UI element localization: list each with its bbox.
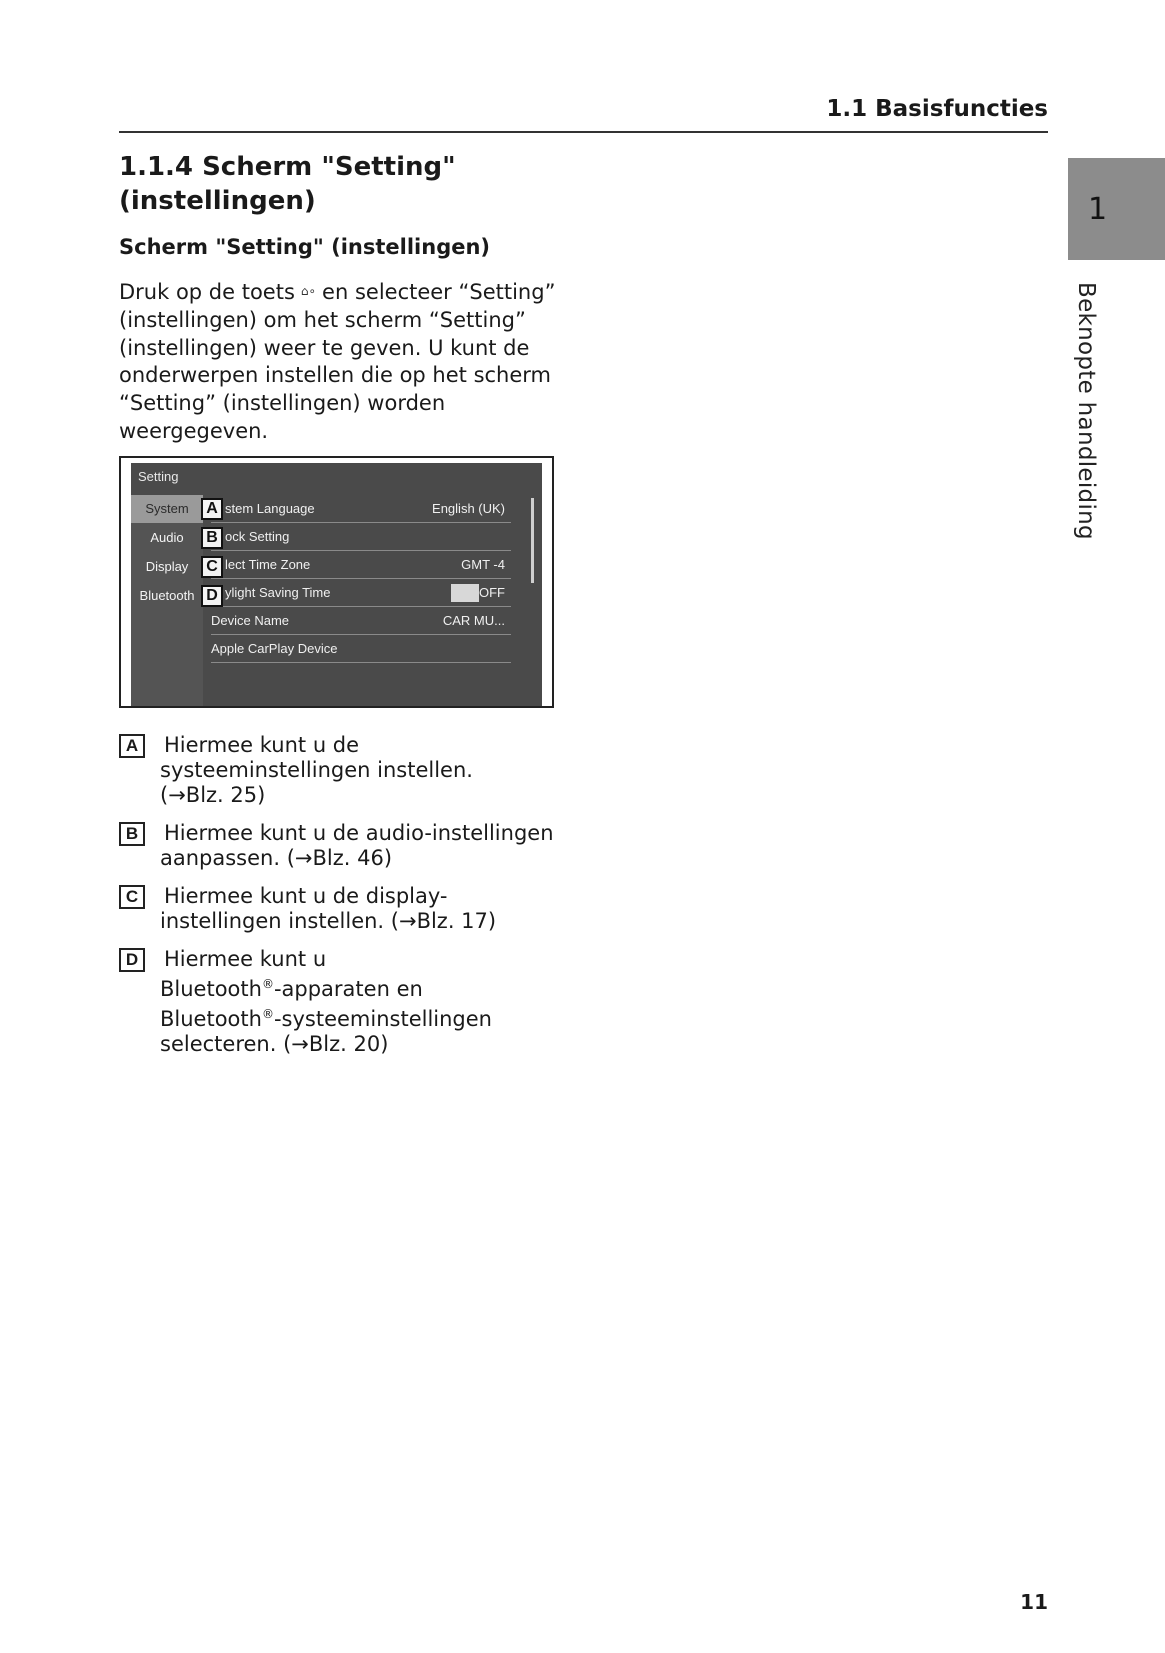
item-text: Hiermee kunt u de audio-instellingen <box>164 821 554 845</box>
screen-tab-system: System <box>131 495 203 523</box>
toggle-indicator <box>451 584 479 602</box>
row-label: Apple CarPlay Device <box>211 641 338 656</box>
brand-text: Bluetooth <box>160 1007 262 1031</box>
row-label: ylight Saving Time <box>225 585 331 600</box>
screen-row <box>211 495 511 523</box>
callout-c: C <box>201 556 223 578</box>
setting-screen <box>131 463 542 706</box>
callout-b: B <box>201 527 223 549</box>
callout-a: A <box>201 498 223 520</box>
intro-text-start: Druk op de toets <box>119 280 295 304</box>
registered-mark: ® <box>261 977 274 991</box>
explanation-item <box>119 733 559 808</box>
item-text: systeeminstellingen instellen. <box>160 758 473 782</box>
item-badge: A <box>119 734 145 758</box>
screen-sidebar <box>131 495 203 706</box>
row-value: OFF <box>479 585 505 600</box>
item-text-part: -systeeminstellingen <box>273 1007 492 1031</box>
item-text <box>160 1002 559 1032</box>
brand-text: Bluetooth <box>160 977 262 1001</box>
chapter-label: Beknopte handleiding <box>1073 282 1099 540</box>
row-value: CAR MU... <box>442 613 505 628</box>
screen-row <box>211 579 511 607</box>
screen-title: Setting <box>138 469 179 484</box>
explanation-item <box>119 947 559 1057</box>
running-header: 1.1 Basisfuncties <box>826 96 1048 122</box>
item-text: instellingen instellen. (→Blz. 17) <box>160 909 497 933</box>
chapter-tab <box>1068 158 1165 260</box>
explanation-item <box>119 884 559 934</box>
item-badge: D <box>119 948 145 972</box>
callout-explanations <box>119 733 559 1070</box>
item-badge: C <box>119 885 145 909</box>
item-text: Hiermee kunt u de display- <box>164 884 448 908</box>
section-heading: 1.1.4 Scherm "Setting" (instellingen) <box>119 152 456 216</box>
explanation-item <box>119 821 559 871</box>
row-value: GMT -4 <box>461 557 505 572</box>
screen-tab-display: Display <box>145 559 189 574</box>
item-text: aanpassen. (→Blz. 46) <box>160 846 393 870</box>
intro-text-end: en selecteer “Setting” (instellingen) om het scherm “Setting” (instellingen) weer te geven. U kunt de onderwerpen instellen die op het scherm “Setting” (instellingen) worden weergegeven. <box>119 280 556 443</box>
row-label: stem Language <box>225 501 315 516</box>
item-text: Hiermee kunt u de <box>164 733 360 757</box>
item-text: Hiermee kunt u <box>164 947 327 971</box>
row-value: English (UK) <box>432 501 505 516</box>
screen-tab-bluetooth: Bluetooth <box>139 588 195 603</box>
callout-d: D <box>201 585 223 607</box>
screen-row <box>211 607 511 635</box>
screen-tab-audio: Audio <box>150 530 184 545</box>
row-label: lect Time Zone <box>225 557 311 572</box>
screen-row <box>211 523 511 551</box>
row-label: ock Setting <box>225 529 290 544</box>
home-button-icon: ⌂∘ <box>300 284 317 298</box>
intro-paragraph <box>119 278 559 446</box>
setting-screen-illustration <box>119 456 554 708</box>
page-number: 11 <box>1020 1590 1048 1614</box>
screen-row <box>211 635 511 663</box>
item-text: selecteren. (→Blz. 20) <box>160 1032 389 1056</box>
item-text-part: -apparaten en <box>273 977 423 1001</box>
registered-mark: ® <box>261 1007 274 1021</box>
screen-row <box>211 551 511 579</box>
header-divider <box>119 131 1048 133</box>
screen-scrollbar <box>531 498 534 583</box>
item-text <box>160 972 559 1002</box>
item-text: (→Blz. 25) <box>160 783 266 807</box>
chapter-number: 1 <box>1088 191 1108 227</box>
sub-heading: Scherm "Setting" (instellingen) <box>119 235 491 259</box>
item-badge: B <box>119 822 145 846</box>
row-label: Device Name <box>211 613 290 628</box>
